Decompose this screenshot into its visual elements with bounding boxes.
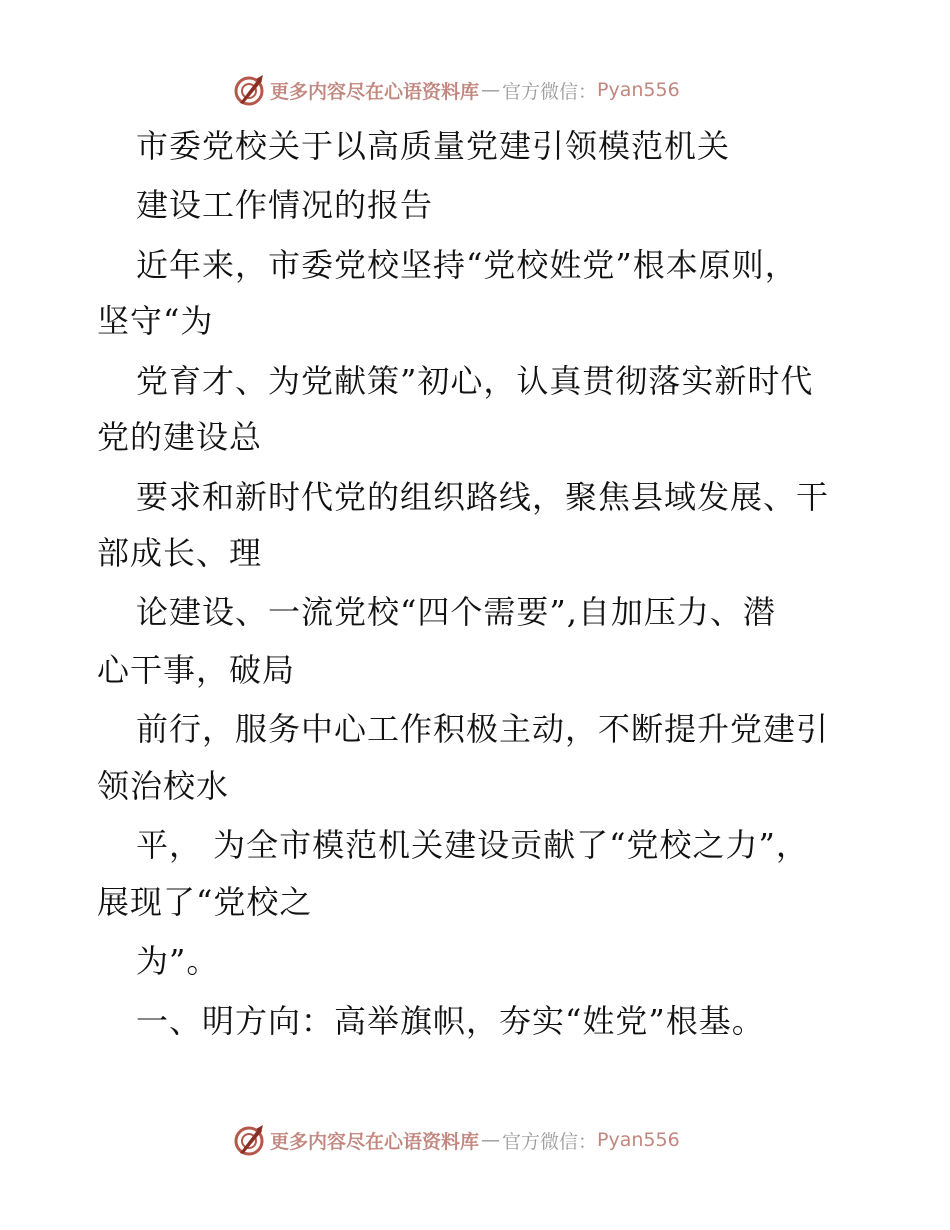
paragraph-line: 论建设、一流党校“四个需要”,自加压力、潜 bbox=[136, 593, 776, 631]
document-title-line-2: 建设工作情况的报告 bbox=[136, 186, 434, 224]
paragraph-line: 平， 为全市模范机关建设贡献了“党校之力”， bbox=[136, 826, 809, 864]
quill-pen-logo-icon bbox=[232, 1123, 266, 1157]
paragraph-line: 展现了“党校之 bbox=[97, 883, 313, 921]
watermark-label: 官方微信： bbox=[502, 1130, 598, 1153]
paragraph-line: 心干事，破局 bbox=[97, 651, 296, 689]
watermark-site-name: 更多内容尽在心语资料库 bbox=[270, 80, 480, 103]
watermark-wechat-id: Pyan556 bbox=[597, 79, 680, 101]
paragraph-line: 党育才、为党献策”初心，认真贯彻落实新时代 bbox=[136, 362, 814, 400]
paragraph-line: 坚守“为 bbox=[97, 302, 214, 340]
paragraph-line: 领治校水 bbox=[97, 767, 230, 805]
watermark-header bbox=[232, 72, 680, 108]
paragraph-line: 前行，服务中心工作积极主动，不断提升党建引 bbox=[136, 710, 830, 748]
section-heading: 一、明方向：高举旗帜，夯实“姓党”根基。 bbox=[136, 1002, 765, 1040]
watermark-footer bbox=[232, 1122, 680, 1158]
quill-pen-logo-icon bbox=[232, 73, 266, 107]
paragraph-line: 为”。 bbox=[136, 942, 220, 980]
paragraph-line: 要求和新时代党的组织路线，聚焦县域发展、干 bbox=[136, 478, 830, 516]
watermark-label: 官方微信： bbox=[502, 80, 598, 103]
watermark-separator: — bbox=[481, 79, 501, 101]
paragraph-line: 党的建设总 bbox=[97, 418, 263, 456]
paragraph-line: 近年来，市委党校坚持“党校姓党”根本原则， bbox=[136, 246, 798, 284]
document-title-line-1: 市委党校关于以高质量党建引领模范机关 bbox=[136, 127, 731, 165]
paragraph-line: 部成长、理 bbox=[97, 534, 263, 572]
watermark-site-name: 更多内容尽在心语资料库 bbox=[270, 1130, 480, 1153]
watermark-separator: — bbox=[481, 1129, 501, 1151]
watermark-wechat-id: Pyan556 bbox=[597, 1129, 680, 1151]
